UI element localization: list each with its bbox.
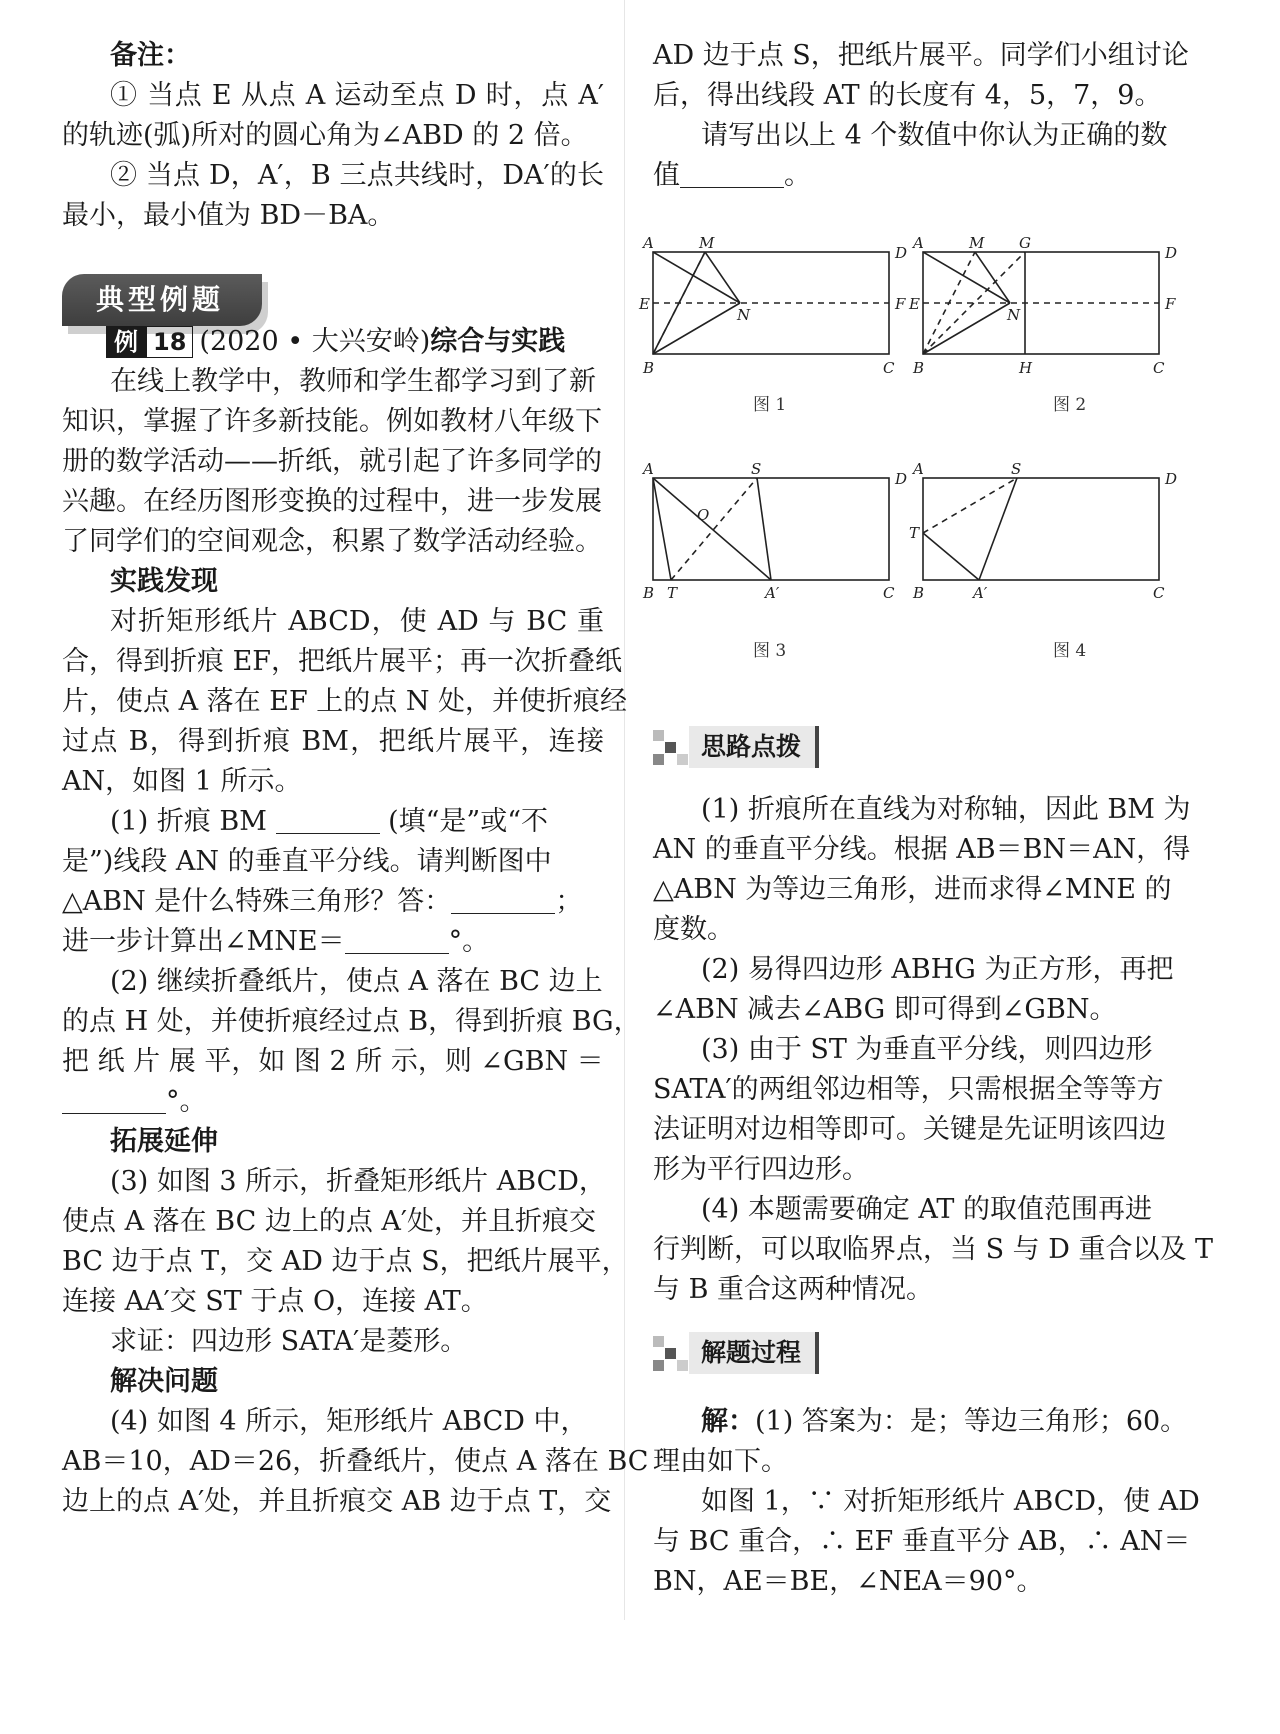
answer-blank-3[interactable] <box>345 925 449 954</box>
q1-line-3 <box>62 882 582 922</box>
fig3-rect <box>653 478 889 580</box>
fig1-label-f: F <box>895 295 906 313</box>
hint-4-line-1: (4) 本题需要确定 AT 的取值范围再进 <box>701 1194 1153 1225</box>
p1-line-3: 片，使点 A 落在 EF 上的点 N 处，并使折痕经 <box>62 686 628 717</box>
fig3-label-c: C <box>883 584 895 602</box>
fig2-label-g: G <box>1019 234 1031 252</box>
fig4-label-d: D <box>1165 470 1178 488</box>
note-1-line-1: ① 当点 E 从点 A 运动至点 D 时，点 A′ <box>110 80 604 111</box>
q3-line-5: 求证：四边形 SATA′是菱形。 <box>110 1326 468 1357</box>
intro-line-5: 了同学们的空间观念，积累了数学活动经验。 <box>62 526 602 557</box>
example-badge: 例 <box>106 326 146 358</box>
answer-blank-2[interactable] <box>451 885 555 914</box>
figure-2 <box>923 252 1159 354</box>
fig3-aa1 <box>653 478 771 580</box>
q3-line-3: BC 边于点 T，交 AD 边于点 S，把纸片展平， <box>62 1246 629 1277</box>
fig3-label-a: A <box>643 460 654 478</box>
deco-square <box>653 754 664 765</box>
q1-line-3-b: ； <box>555 886 583 917</box>
solution-line-1 <box>701 1402 1187 1442</box>
fig3-label-d: D <box>895 470 908 488</box>
hint-3-line-2: SATA′的两组邻边相等，只需根据全等等方 <box>653 1074 1164 1105</box>
fig1-label-d: D <box>895 244 908 262</box>
example-source: (2020 • 大兴安岭) <box>199 326 431 357</box>
solution-line-3: 如图 1，∵ 对折矩形纸片 ABCD，使 AD <box>701 1486 1200 1517</box>
q1-line-4-a: 进一步计算出∠MNE＝ <box>62 926 345 957</box>
p1-line-4: 过点 B，得到折痕 BM，把纸片展平，连接 <box>62 726 604 757</box>
column-divider <box>624 0 625 1620</box>
fig3-st <box>671 478 757 580</box>
answer-blank-1[interactable] <box>276 805 380 834</box>
deco-square <box>677 1360 688 1371</box>
hint-1-line-1: (1) 折痕所在直线为对称轴，因此 BM 为 <box>701 794 1191 825</box>
fig4-label-a1: A′ <box>973 584 988 602</box>
figure-1-caption: 图 1 <box>753 395 787 415</box>
deco-square <box>665 742 676 753</box>
q1-line-1-a: (1) 折痕 BM <box>110 806 267 837</box>
fig4-label-s: S <box>1011 460 1022 478</box>
solution-line-4: 与 BC 重合，∴ EF 垂直平分 AB，∴ AN＝ <box>653 1526 1191 1557</box>
example-type: 综合与实践 <box>430 326 566 357</box>
fig2-mn <box>975 252 1010 303</box>
q3-line-2: 使点 A 落在 BC 边上的点 A′处，并且折痕交 <box>62 1206 597 1237</box>
p1-line-2: 合，得到折痕 EF，把纸片展平；再一次折叠纸 <box>62 646 623 677</box>
q2-line-2: 的点 H 处，并使折痕经过点 B，得到折痕 BG， <box>62 1006 641 1037</box>
fig4-rect <box>923 478 1159 580</box>
fig2-label-m: M <box>969 234 985 252</box>
figure-1 <box>653 252 889 354</box>
figure-3 <box>653 478 889 580</box>
fig4-ta1 <box>923 533 979 580</box>
hint-3-line-1: (3) 由于 ST 为垂直平分线，则四边形 <box>701 1034 1153 1065</box>
q1-line-4-b: °。 <box>448 926 490 957</box>
note-2-line-1: ② 当点 D，A′，B 三点共线时，DA′的长 <box>110 160 604 191</box>
hint-4-line-3: 与 B 重合这两种情况。 <box>653 1274 934 1305</box>
q1-line-2: 是”)线段 AN 的垂直平分线。请判断图中 <box>62 846 552 877</box>
hint-3-line-3: 法证明对边相等即可。关键是先证明该四边 <box>653 1114 1166 1145</box>
fig2-label-n: N <box>1007 306 1021 324</box>
fig1-mn <box>705 252 740 303</box>
hint-title: 思路点拨 <box>701 732 802 761</box>
fig4-label-c: C <box>1153 584 1165 602</box>
q1-line-4 <box>62 922 489 962</box>
q1-line-1 <box>110 802 548 842</box>
geometry-figures <box>633 218 1193 658</box>
fig2-an <box>923 252 1010 303</box>
intro-line-3: 册的数学活动——折纸，就引起了许多同学的 <box>62 446 602 477</box>
fig4-label-t: T <box>909 524 920 542</box>
fig4-ts <box>923 478 1017 533</box>
fig2-label-b: B <box>913 359 925 377</box>
fig1-label-a: A <box>643 234 654 252</box>
intro-line-1: 在线上教学中，教师和学生都学习到了新 <box>110 366 596 397</box>
q2-line-4 <box>62 1082 207 1122</box>
q4-line-5: 后，得出线段 AT 的长度有 4，5，7，9。 <box>653 80 1162 111</box>
fig1-label-b: B <box>643 359 655 377</box>
q2-line-3: 把 纸 片 展 平，如 图 2 所 示，则 ∠GBN ＝ <box>62 1046 604 1077</box>
q4-line-4: AD 边于点 S，把纸片展平。同学们小组讨论 <box>653 40 1189 71</box>
note-2-line-2: 最小，最小值为 BD－BA。 <box>62 200 395 231</box>
q4-line-2: AB＝10，AD＝26，折叠纸片，使点 A 落在 BC <box>62 1446 649 1477</box>
hint-4-line-2: 行判断，可以取临界点，当 S 与 D 重合以及 T <box>653 1234 1214 1265</box>
deco-square <box>653 1360 664 1371</box>
fig4-a1s <box>979 478 1017 580</box>
fig1-label-c: C <box>883 359 895 377</box>
solution-line-1-text: (1) 答案为：是；等边三角形；60。 <box>755 1406 1188 1437</box>
q4-line-1: (4) 如图 4 所示，矩形纸片 ABCD 中， <box>110 1406 588 1437</box>
figure-2-caption: 图 2 <box>1053 395 1087 415</box>
q2-line-1: (2) 继续折叠纸片，使点 A 落在 BC 边上 <box>110 966 603 997</box>
fig4-label-a: A <box>913 460 924 478</box>
example-number: 18 <box>146 326 193 358</box>
fig2-bn <box>923 303 1010 354</box>
intro-line-4: 兴趣。在经历图形变换的过程中，进一步发展 <box>62 486 602 517</box>
fig2-label-e: E <box>909 295 920 313</box>
solution-label: 解： <box>701 1406 755 1437</box>
fig2-label-d: D <box>1165 244 1178 262</box>
figure-4-caption: 图 4 <box>1053 641 1087 661</box>
fig3-at <box>653 478 671 580</box>
q4-line-7 <box>653 156 811 196</box>
fig3-label-s: S <box>751 460 762 478</box>
figure-3-caption: 图 3 <box>753 641 787 661</box>
p1-line-1: 对折矩形纸片 ABCD，使 AD 与 BC 重 <box>110 606 604 637</box>
deco-square <box>665 1348 676 1359</box>
q3-line-1: (3) 如图 3 所示，折叠矩形纸片 ABCD， <box>110 1166 606 1197</box>
solution-section-header <box>653 1332 835 1376</box>
hint-2-line-2: ∠ABN 减去∠ABG 即可得到∠GBN。 <box>653 994 1117 1025</box>
q1-line-1-b: (填“是”或“不 <box>388 806 549 837</box>
q1-line-3-a: △ABN 是什么特殊三角形？答： <box>62 886 452 917</box>
p1-line-5: AN，如图 1 所示。 <box>62 766 302 797</box>
hint-1-line-2: AN 的垂直平分线。根据 AB＝BN＝AN，得 <box>653 834 1191 865</box>
fig2-label-f: F <box>1165 295 1176 313</box>
intro-line-2: 知识，掌握了许多新技能。例如教材八年级下 <box>62 406 602 437</box>
q4-line-7-b: 。 <box>784 160 811 191</box>
hint-1-line-3: △ABN 为等边三角形，进而求得∠MNE 的 <box>653 874 1172 905</box>
solution-line-5: BN，AE＝BE，∠NEA＝90°。 <box>653 1566 1044 1597</box>
hint-1-line-4: 度数。 <box>653 914 734 945</box>
q4-line-3: 边上的点 A′处，并且折痕交 AB 边于点 T，交 <box>62 1486 612 1517</box>
deco-square <box>653 1336 664 1347</box>
fig1-label-n: N <box>737 306 751 324</box>
fig3-label-t: T <box>667 584 678 602</box>
hint-2-line-1: (2) 易得四边形 ABHG 为正方形，再把 <box>701 954 1174 985</box>
q2-line-4-text: °。 <box>166 1086 207 1117</box>
note-1-line-2: 的轨迹(弧)所对的圆心角为∠ABD 的 2 倍。 <box>62 120 588 151</box>
fig2-label-h: H <box>1019 359 1033 377</box>
section-banner: 典型例题 <box>62 274 262 326</box>
solution-title: 解题过程 <box>701 1338 802 1367</box>
figure-4 <box>923 478 1159 580</box>
fig1-an <box>653 252 740 303</box>
fig2-label-c: C <box>1153 359 1165 377</box>
note-title: 备注： <box>110 40 191 71</box>
fig1-label-e: E <box>639 295 650 313</box>
fig3-label-o: O <box>697 506 710 524</box>
heading-solve: 解决问题 <box>110 1366 218 1397</box>
fig4-label-b: B <box>913 584 925 602</box>
fig2-label-a: A <box>913 234 924 252</box>
q3-line-4: 连接 AA′交 ST 于点 O，连接 AT。 <box>62 1286 488 1317</box>
q4-line-6: 请写出以上 4 个数值中你认为正确的数 <box>701 120 1168 151</box>
answer-blank-4[interactable] <box>62 1085 166 1114</box>
fig3-label-a1: A′ <box>765 584 780 602</box>
answer-blank-5[interactable] <box>680 159 784 188</box>
hint-section-header <box>653 726 835 770</box>
heading-practice: 实践发现 <box>110 566 218 597</box>
fig3-sa1 <box>757 478 771 580</box>
q4-line-7-a: 值 <box>653 160 680 191</box>
solution-line-2: 理由如下。 <box>653 1446 788 1477</box>
heading-extend: 拓展延伸 <box>110 1126 218 1157</box>
deco-square <box>677 754 688 765</box>
example-header <box>106 322 565 362</box>
fig1-label-m: M <box>699 234 715 252</box>
deco-square <box>653 730 664 741</box>
fig3-label-b: B <box>643 584 655 602</box>
hint-3-line-4: 形为平行四边形。 <box>653 1154 869 1185</box>
